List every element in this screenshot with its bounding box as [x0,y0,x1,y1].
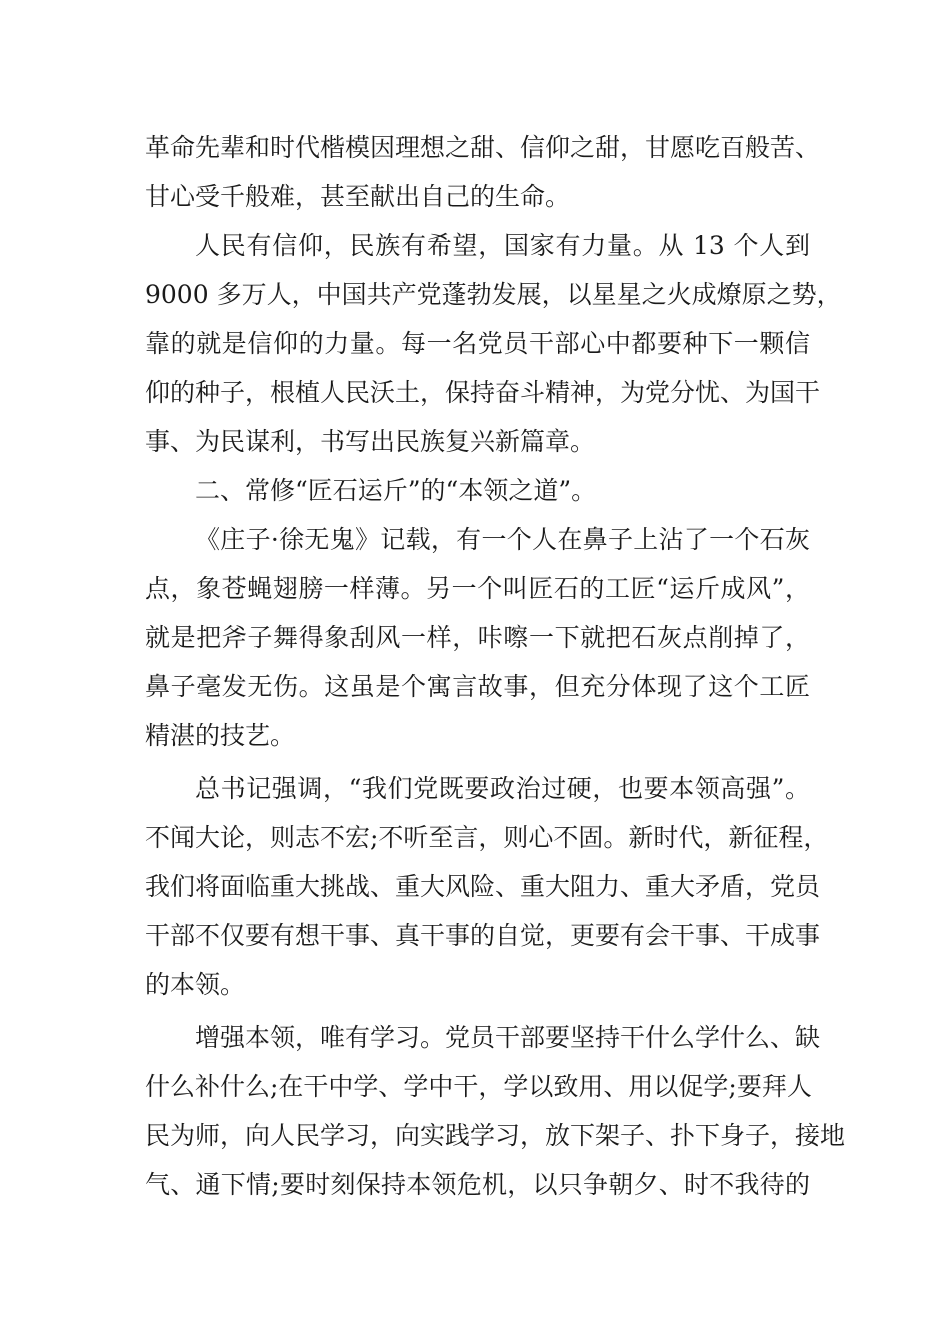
text-line: 二、常修“匠石运斤”的“本领之道”。 [195,476,597,505]
paragraph [145,221,842,466]
paragraph [145,123,821,221]
text-line: 干部不仅要有想干事、真干事的自觉，更要有会干事、干成事 [145,921,821,950]
document-body [145,123,846,1209]
text-line: 鼻子毫发无伤。这虽是个寓言故事，但充分体现了这个工匠 [145,672,810,701]
text-line: 我们将面临重大挑战、重大风险、重大阻力、重大矛盾，党员 [145,872,821,901]
text-line: 精湛的技艺。 [145,721,296,750]
text-line: 什么补什么;在干中学、学中干，学以致用、用以促学;要拜人 [145,1072,812,1101]
paragraph [145,515,810,760]
paragraph [145,1013,846,1209]
text-line: 气、通下情;要时刻保持本领危机，以只争朝夕、时不我待的 [145,1170,810,1199]
text-line: 点，象苍蝇翅膀一样薄。另一个叫匠石的工匠“运斤成风”， [145,574,810,603]
text-line: 靠的就是信仰的力量。每一名党员干部心中都要种下一颗信 [145,329,810,358]
text-line: 增强本领，唯有学习。党员干部要坚持干什么学什么、缺 [195,1023,821,1052]
text-line: 9000 多万人，中国共产党蓬勃发展，以星星之火成燎原之势， [145,280,842,309]
text-line: 民为师，向人民学习，向实践学习，放下架子、扑下身子，接地 [145,1121,846,1150]
text-line: 的本领。 [145,970,246,999]
text-line: 《庄子·徐无鬼》记载，有一个人在鼻子上沾了一个石灰 [195,525,810,554]
paragraph [145,764,829,1009]
text-line: 仰的种子，根植人民沃土，保持奋斗精神，为党分忧、为国干 [145,378,821,407]
text-line: 甘心受千般难，甚至献出自己的生命。 [145,182,571,211]
section-heading [145,466,810,515]
text-line: 就是把斧子舞得象刮风一样，咔嚓一下就把石灰点削掉了， [145,623,810,652]
text-line: 事、为民谋利，书写出民族复兴新篇章。 [145,427,596,456]
text-line: 人民有信仰，民族有希望，国家有力量。从 13 个人到 [195,231,810,260]
text-line: 总书记强调，“我们党既要政治过硬，也要本领高强”。 [195,774,810,803]
text-line: 不闻大论，则志不宏;不听至言，则心不固。新时代，新征程， [145,823,829,852]
text-line: 革命先辈和时代楷模因理想之甜、信仰之甜，甘愿吃百般苦、 [145,133,821,162]
